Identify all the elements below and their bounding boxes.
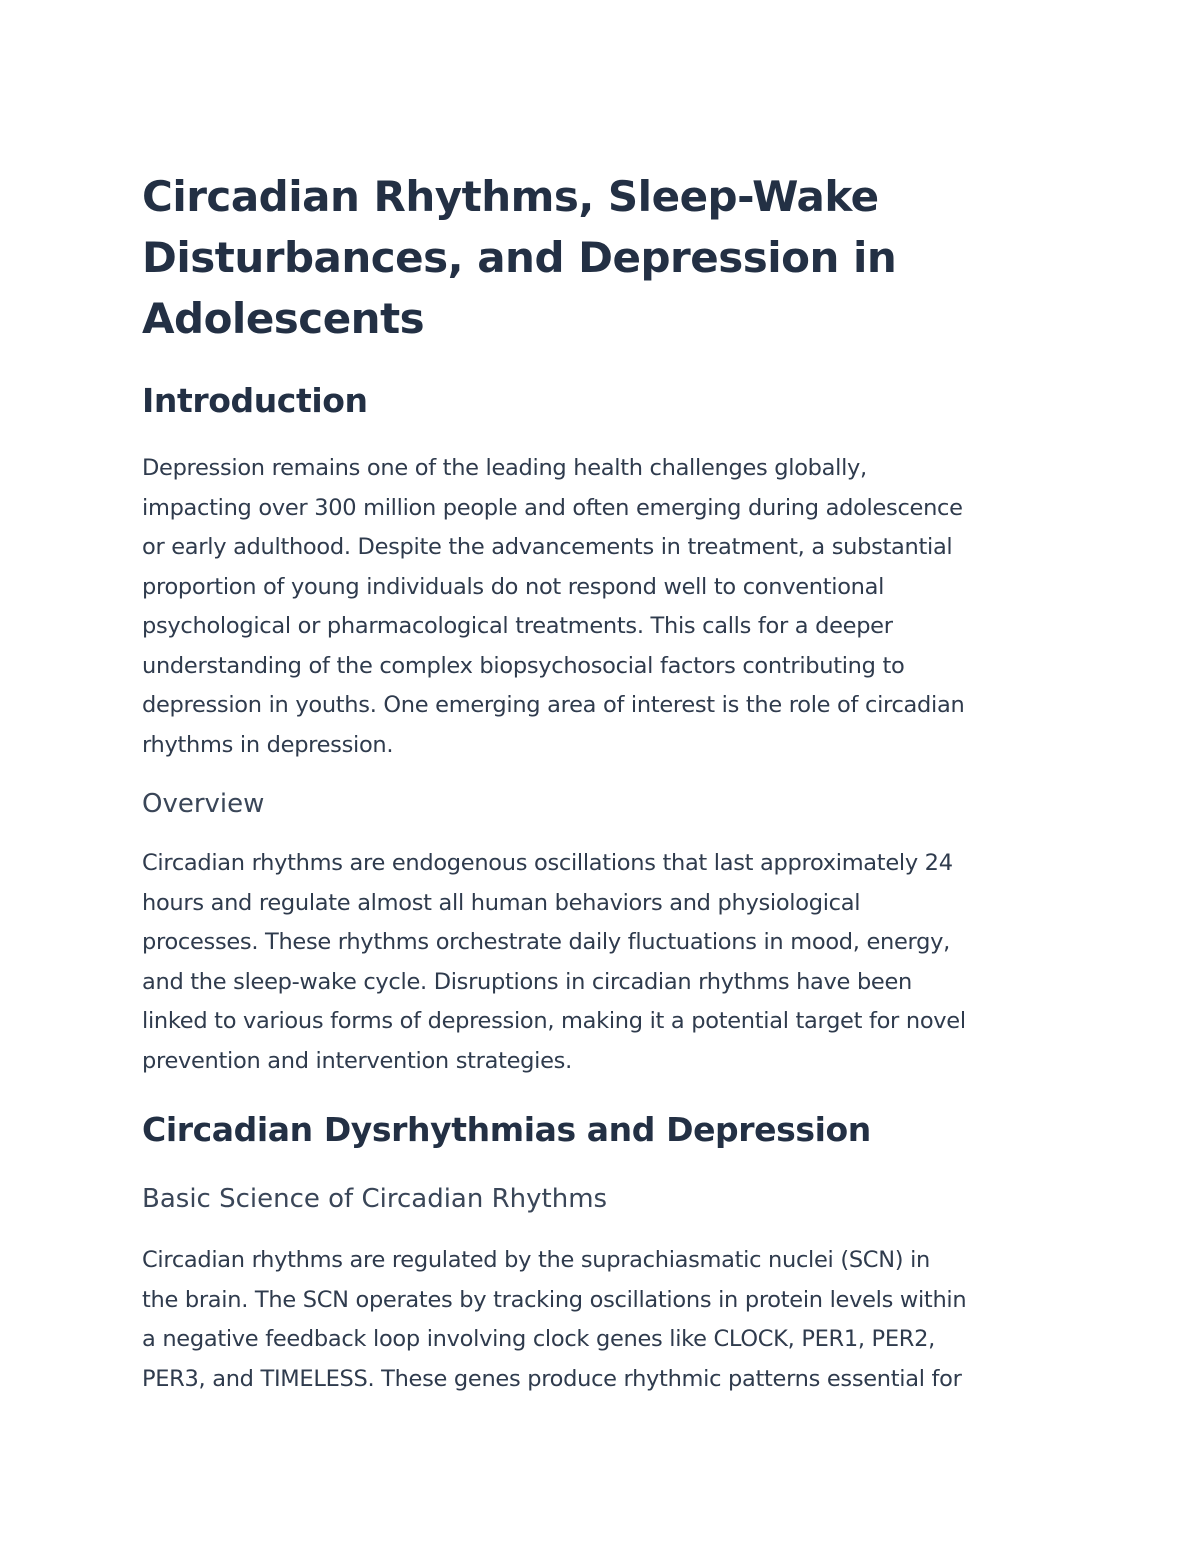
overview-heading: Overview bbox=[142, 789, 265, 819]
introduction-paragraph bbox=[142, 449, 1072, 765]
paragraph-line: PER3, and TIMELESS. These genes produce rhythmic patterns essential for bbox=[142, 1365, 962, 1392]
paragraph-line: proportion of young individuals do not respond well to conventional bbox=[142, 573, 885, 600]
paragraph-line: hours and regulate almost all human behaviors and physiological bbox=[142, 889, 861, 916]
paragraph-line: depression in youths. One emerging area of interest is the role of circadian bbox=[142, 692, 965, 718]
paragraph-line: Circadian rhythms are endogenous oscillations that last approximately 24 bbox=[142, 850, 953, 876]
paragraph-line: Depression remains one of the leading health challenges globally, bbox=[142, 455, 867, 481]
paragraph-line: impacting over 300 million people and often emerging during adolescence bbox=[142, 494, 963, 521]
paragraph-line: a negative feedback loop involving clock genes like CLOCK, PER1, PER2, bbox=[142, 1326, 935, 1352]
paragraph-line: rhythms in depression. bbox=[142, 731, 394, 758]
title-line: Adolescents bbox=[142, 294, 425, 343]
paragraph-line: or early adulthood. Despite the advancements in treatment, a substantial bbox=[142, 534, 953, 560]
basic-science-heading: Basic Science of Circadian Rhythms bbox=[142, 1184, 608, 1214]
paragraph-line: the brain. The SCN operates by tracking oscillations in protein levels within bbox=[142, 1286, 967, 1313]
document-title bbox=[142, 166, 1072, 349]
dysrhythmias-heading: Circadian Dysrhythmias and Depression bbox=[142, 1110, 871, 1149]
paragraph-line: and the sleep-wake cycle. Disruptions in circadian rhythms have been bbox=[142, 968, 912, 995]
paragraph-line: processes. These rhythms orchestrate daily fluctuations in mood, energy, bbox=[142, 929, 950, 955]
basic-science-paragraph bbox=[142, 1241, 1072, 1399]
paragraph-line: linked to various forms of depression, making it a potential target for novel bbox=[142, 1008, 966, 1034]
title-line: Circadian Rhythms, Sleep-Wake bbox=[142, 172, 879, 221]
introduction-heading: Introduction bbox=[142, 381, 368, 420]
title-line: Disturbances, and Depression in bbox=[142, 233, 897, 282]
overview-paragraph bbox=[142, 844, 1072, 1081]
paragraph-line: psychological or pharmacological treatments. This calls for a deeper bbox=[142, 613, 893, 639]
paragraph-line: Circadian rhythms are regulated by the suprachiasmatic nuclei (SCN) in bbox=[142, 1247, 930, 1273]
paragraph-line: understanding of the complex biopsychosocial factors contributing to bbox=[142, 652, 905, 679]
paragraph-line: prevention and intervention strategies. bbox=[142, 1047, 572, 1074]
